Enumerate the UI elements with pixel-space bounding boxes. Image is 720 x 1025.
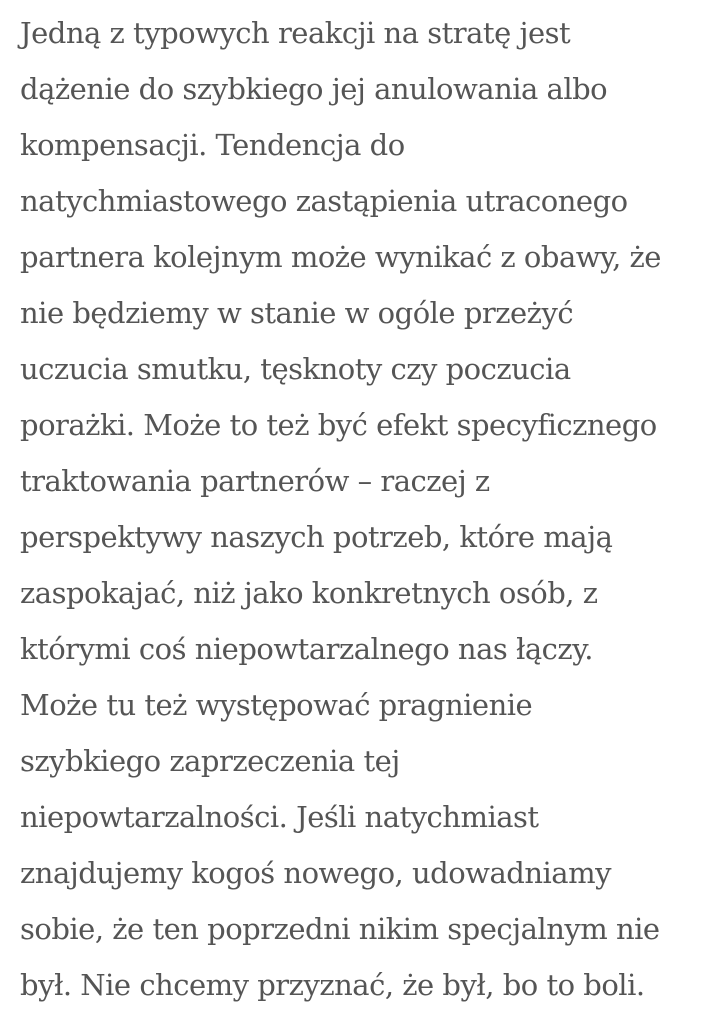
paragraph-line: sobie, że ten poprzedni nikim specjalnym nie: [20, 912, 660, 946]
paragraph-line: zaspokajać, niż jako konkretnych osób, z: [20, 576, 598, 610]
paragraph-line: Jedną z typowych reakcji na stratę jest: [20, 16, 571, 50]
article-paragraph: [20, 0, 710, 1013]
paragraph-line: kompensacji. Tendencja do: [20, 128, 405, 162]
paragraph-line: dążenie do szybkiego jej anulowania albo: [20, 72, 608, 106]
paragraph-line: partnera kolejnym może wynikać z obawy, że: [20, 240, 661, 274]
paragraph-line: Może tu też występować pragnienie: [20, 688, 533, 722]
paragraph-line: którymi coś niepowtarzalnego nas łączy.: [20, 632, 593, 666]
paragraph-line: uczucia smutku, tęsknoty czy poczucia: [20, 352, 571, 386]
paragraph-line: porażki. Może to też być efekt specyficznego: [20, 408, 657, 442]
paragraph-line: był. Nie chcemy przyznać, że był, bo to boli.: [20, 968, 645, 1002]
paragraph-line: nie będziemy w stanie w ogóle przeżyć: [20, 296, 574, 330]
paragraph-line: natychmiastowego zastąpienia utraconego: [20, 184, 628, 218]
paragraph-line: niepowtarzalności. Jeśli natychmiast: [20, 800, 539, 834]
paragraph-line: perspektywy naszych potrzeb, które mają: [20, 520, 613, 554]
paragraph-line: szybkiego zaprzeczenia tej: [20, 744, 400, 778]
paragraph-line: znajdujemy kogoś nowego, udowadniamy: [20, 856, 611, 890]
paragraph-line: traktowania partnerów – raczej z: [20, 464, 490, 498]
